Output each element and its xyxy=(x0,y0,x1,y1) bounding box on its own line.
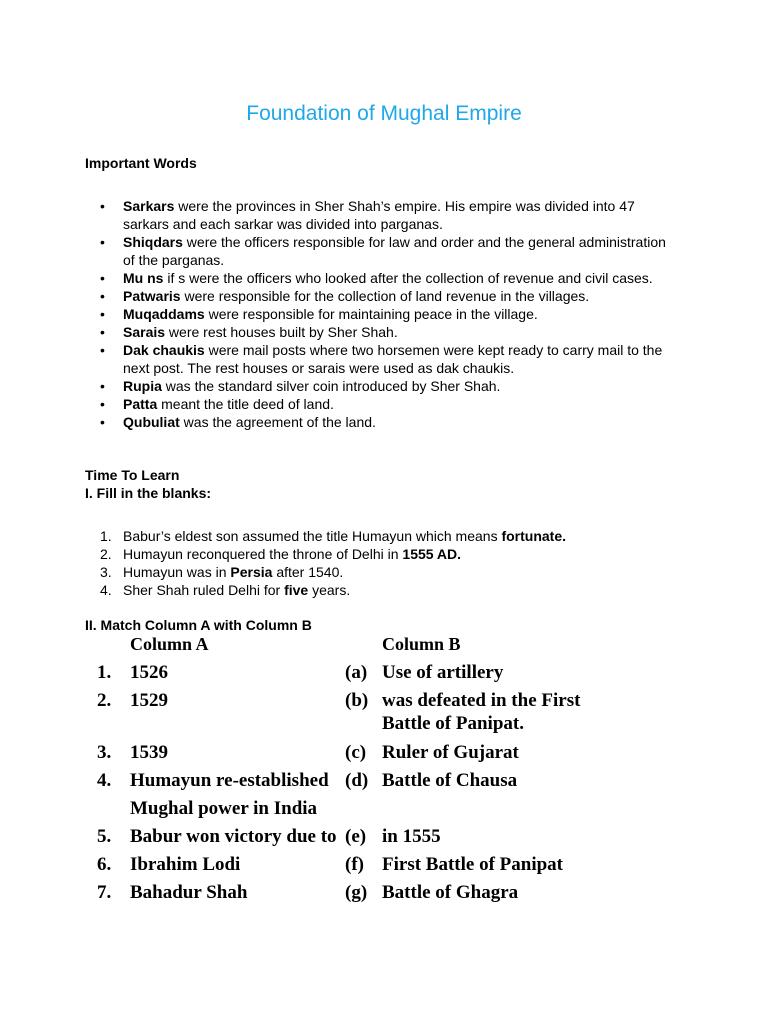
definition: were responsible for the collection of land revenue in the villages. xyxy=(180,288,590,304)
definition: were the officers responsible for law and order and the general administration of the parganas. xyxy=(123,234,666,268)
match-table xyxy=(97,634,657,910)
column-a-cell: Babur won victory due to xyxy=(130,826,337,847)
bullet-icon: • xyxy=(100,396,105,412)
column-a-heading: Column A xyxy=(130,634,209,654)
item-number: 3. xyxy=(100,564,112,580)
time-to-learn-heading: Time To Learn xyxy=(85,467,180,483)
list-item xyxy=(100,269,680,287)
list-item xyxy=(100,527,680,545)
answer: five xyxy=(284,582,309,598)
list-item xyxy=(100,413,680,431)
fill-blanks-heading: I. Fill in the blanks: xyxy=(85,485,212,501)
bullet-icon: • xyxy=(100,342,105,358)
term: Dak chaukis xyxy=(123,342,205,358)
fill-blanks-list xyxy=(100,527,680,599)
term: Qubuliat xyxy=(123,414,180,430)
term: Sarais xyxy=(123,324,166,340)
option-letter: (a) xyxy=(345,662,368,683)
match-row xyxy=(97,690,657,713)
list-item xyxy=(100,197,680,233)
term: Patwaris xyxy=(123,288,181,304)
answer: fortunate. xyxy=(501,528,567,544)
item-text: Sher Shah ruled Delhi for xyxy=(123,582,285,598)
column-a-cell: Humayun re-established xyxy=(130,770,329,791)
option-letter: (f) xyxy=(345,854,364,875)
list-item xyxy=(100,323,680,341)
bullet-icon: • xyxy=(100,288,105,304)
bullet-icon: • xyxy=(100,306,105,322)
term: Mu ns xyxy=(123,270,164,286)
column-a-cell: Mughal power in India xyxy=(130,798,318,819)
row-number: 2. xyxy=(97,690,112,711)
page-title: Foundation of Mughal Empire xyxy=(246,102,522,125)
answer: 1555 AD. xyxy=(402,546,462,562)
match-heading: II. Match Column A with Column B xyxy=(85,617,312,633)
option-letter: (c) xyxy=(345,742,367,763)
list-item xyxy=(100,581,680,599)
match-row xyxy=(97,770,657,798)
column-b-cell: Battle of Ghagra xyxy=(382,882,519,903)
item-number: 1. xyxy=(100,528,112,544)
row-number: 1. xyxy=(97,662,112,683)
item-number: 4. xyxy=(100,582,112,598)
column-b-cell: Ruler of Gujarat xyxy=(382,742,519,763)
item-number: 2. xyxy=(100,546,112,562)
match-row xyxy=(97,742,657,770)
match-row xyxy=(97,854,657,882)
answer: Persia xyxy=(230,564,273,580)
column-a-cell: Bahadur Shah xyxy=(130,882,248,903)
row-number: 7. xyxy=(97,882,112,903)
column-b-cell: Battle of Panipat. xyxy=(382,713,524,734)
term: Rupia xyxy=(123,378,162,394)
option-letter: (b) xyxy=(345,690,369,711)
definition: were the provinces in Sher Shah’s empire. His empire was divided into 47 sarkars and each sarkar was divided into parganas. xyxy=(123,198,635,232)
column-b-cell: was defeated in the First xyxy=(382,690,581,711)
item-text: Humayun reconquered the throne of Delhi in xyxy=(123,546,403,562)
option-letter: (d) xyxy=(345,770,369,791)
option-letter: (e) xyxy=(345,826,367,847)
match-row xyxy=(97,798,657,826)
important-words-heading: Important Words xyxy=(85,155,197,171)
list-item xyxy=(100,305,680,323)
column-a-cell: 1529 xyxy=(130,690,168,711)
list-item xyxy=(100,341,680,377)
row-number: 3. xyxy=(97,742,112,763)
match-row xyxy=(97,882,657,910)
column-b-cell: First Battle of Panipat xyxy=(382,854,564,875)
match-row xyxy=(97,662,657,690)
list-item xyxy=(100,377,680,395)
column-b-cell: Battle of Chausa xyxy=(382,770,518,791)
term: Muqaddams xyxy=(123,306,205,322)
item-text: Humayun was in xyxy=(123,564,231,580)
definition: were rest houses built by Sher Shah. xyxy=(165,324,398,340)
definition: if s were the officers who looked after the collection of revenue and civil cases. xyxy=(163,270,653,286)
term: Patta xyxy=(123,396,158,412)
column-a-cell: 1526 xyxy=(130,662,168,683)
list-item xyxy=(100,233,680,269)
column-a-cell: Ibrahim Lodi xyxy=(130,854,241,875)
match-row xyxy=(97,826,657,854)
list-item xyxy=(100,395,680,413)
bullet-icon: • xyxy=(100,324,105,340)
term: Sarkars xyxy=(123,198,175,214)
list-item xyxy=(100,563,680,581)
column-b-heading: Column B xyxy=(382,634,461,654)
definition: were mail posts where two horsemen were kept ready to carry mail to the next post. The rest houses or sarais were used as dak chaukis. xyxy=(123,342,663,376)
column-b-cell: in 1555 xyxy=(382,826,441,847)
list-item xyxy=(100,287,680,305)
bullet-icon: • xyxy=(100,414,105,430)
column-a-cell: 1539 xyxy=(130,742,168,763)
item-text: Babur’s eldest son assumed the title Humayun which means xyxy=(123,528,502,544)
bullet-icon: • xyxy=(100,270,105,286)
bullet-icon: • xyxy=(100,198,105,214)
definition: was the agreement of the land. xyxy=(179,414,376,430)
column-b-cell: Use of artillery xyxy=(382,662,504,683)
match-row xyxy=(97,713,657,742)
bullet-icon: • xyxy=(100,234,105,250)
row-number: 5. xyxy=(97,826,112,847)
row-number: 6. xyxy=(97,854,112,875)
list-item xyxy=(100,545,680,563)
item-text: years. xyxy=(308,582,351,598)
definition: was the standard silver coin introduced by Sher Shah. xyxy=(161,378,501,394)
item-text: after 1540. xyxy=(272,564,344,580)
option-letter: (g) xyxy=(345,882,368,903)
bullet-icon: • xyxy=(100,378,105,394)
definition: were responsible for maintaining peace in the village. xyxy=(204,306,538,322)
row-number: 4. xyxy=(97,770,112,791)
column-headers xyxy=(97,634,657,662)
important-words-list xyxy=(100,197,680,431)
definition: meant the title deed of land. xyxy=(157,396,334,412)
term: Shiqdars xyxy=(123,234,183,250)
